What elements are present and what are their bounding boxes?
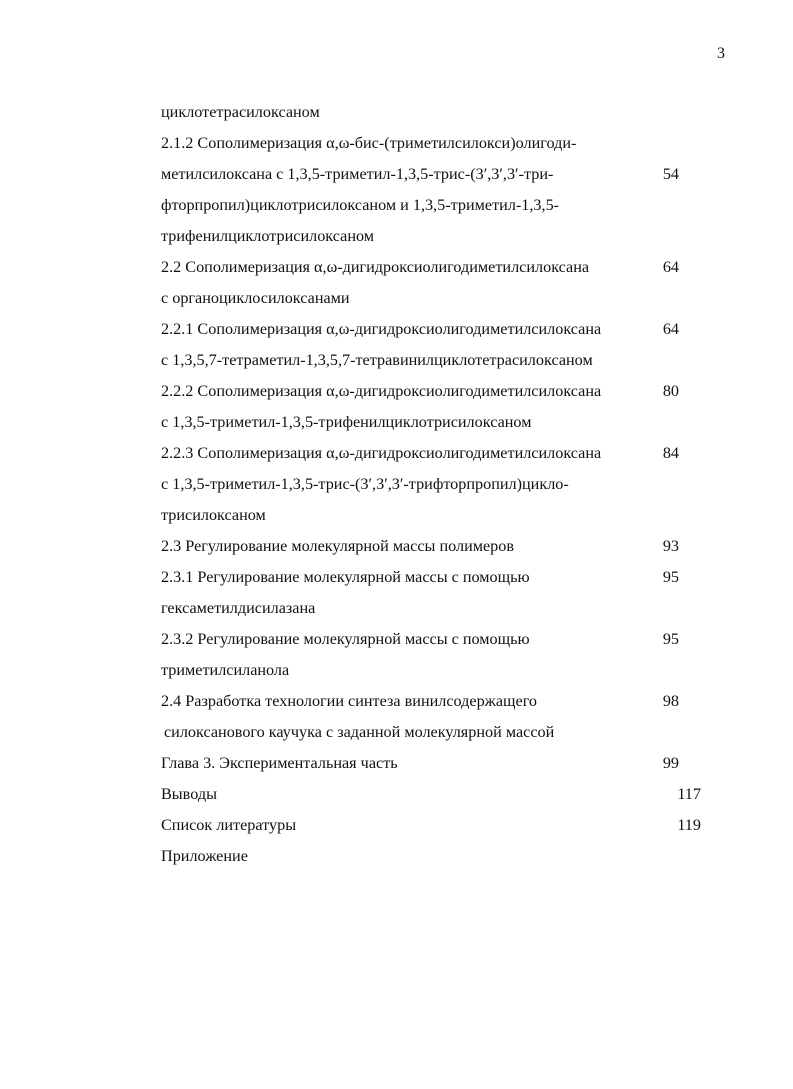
- toc-entry-page: 93: [662, 537, 679, 555]
- toc-entry-page: 95: [662, 568, 679, 586]
- toc-entry-text: трисилоксаном: [161, 506, 266, 524]
- toc-entry: [161, 283, 701, 314]
- toc-entry-page: 119: [677, 816, 701, 834]
- toc-entry: [161, 190, 701, 221]
- toc-entry-text: Приложение: [161, 847, 248, 865]
- toc-entry-text: Выводы: [161, 785, 217, 803]
- toc-entry: [161, 810, 701, 841]
- toc-entry: [161, 717, 701, 748]
- toc-entry-page: 98: [662, 692, 679, 710]
- toc-entry-page: 99: [662, 754, 679, 772]
- toc-entry-text: триметилсиланола: [161, 661, 290, 679]
- toc-entry: [161, 779, 701, 810]
- toc-entry: [161, 438, 701, 469]
- table-of-contents: [161, 97, 701, 872]
- toc-entry-text: силоксанового каучука с заданной молекулярной массой: [164, 723, 555, 741]
- toc-entry: [161, 97, 701, 128]
- toc-entry-text: гексаметилдисилазана: [161, 599, 316, 617]
- toc-entry-text: метилсилоксана с 1,3,5-триметил-1,3,5-трис-(3′,3′,3′-три-: [161, 165, 554, 183]
- toc-entry-text: 2.1.2 Сополимеризация α,ω-бис-(триметилсилокси)олигоди-: [161, 134, 577, 152]
- toc-entry: [161, 221, 701, 252]
- toc-entry-text: с 1,3,5-триметил-1,3,5-трифенилциклотрисилоксаном: [161, 413, 532, 431]
- toc-entry-page: 54: [662, 165, 679, 183]
- toc-entry-text: Глава 3. Экспериментальная часть: [161, 754, 398, 772]
- page-number: 3: [717, 45, 725, 62]
- toc-entry: [161, 407, 701, 438]
- toc-entry: [161, 841, 701, 872]
- toc-entry-page: 95: [662, 630, 679, 648]
- toc-entry: [161, 531, 701, 562]
- toc-entry-page: 64: [662, 258, 679, 276]
- toc-entry: [161, 655, 701, 686]
- toc-entry-page: 64: [662, 320, 679, 338]
- toc-entry-text: 2.3.1 Регулирование молекулярной массы с помощью: [161, 568, 530, 586]
- toc-entry-text: 2.3.2 Регулирование молекулярной массы с помощью: [161, 630, 530, 648]
- toc-entry-text: трифенилциклотрисилоксаном: [161, 227, 375, 245]
- toc-entry-page: 84: [662, 444, 679, 462]
- toc-entry-text: 2.2 Сополимеризация α,ω-дигидроксиолигодиметилсилоксана: [161, 258, 590, 276]
- toc-entry-text: фторпропил)циклотрисилоксаном и 1,3,5-триметил-1,3,5-: [161, 196, 560, 214]
- toc-entry-text: циклотетрасилоксаном: [161, 103, 320, 121]
- toc-entry: [161, 593, 701, 624]
- toc-entry-text: 2.4 Разработка технологии синтеза винилсодержащего: [161, 692, 538, 710]
- toc-entry: [161, 314, 701, 345]
- toc-entry: [161, 128, 701, 159]
- toc-entry-text: с органоциклосилоксанами: [161, 289, 350, 307]
- toc-entry-text: 2.2.1 Сополимеризация α,ω-дигидроксиолигодиметилсилоксана: [161, 320, 602, 338]
- toc-entry-text: с 1,3,5-триметил-1,3,5-трис-(3′,3′,3′-трифторпропил)цикло-: [161, 475, 569, 493]
- toc-entry: [161, 562, 701, 593]
- toc-entry: [161, 469, 701, 500]
- toc-entry: [161, 345, 701, 376]
- toc-entry: [161, 624, 701, 655]
- toc-entry: [161, 159, 701, 190]
- toc-entry: [161, 252, 701, 283]
- toc-entry: [161, 686, 701, 717]
- toc-entry-text: Список литературы: [161, 816, 297, 834]
- toc-entry: [161, 376, 701, 407]
- toc-entry: [161, 500, 701, 531]
- toc-entry-text: с 1,3,5,7-тетраметил-1,3,5,7-тетравинилциклотетрасилоксаном: [161, 351, 593, 369]
- toc-entry-text: 2.2.2 Сополимеризация α,ω-дигидроксиолигодиметилсилоксана: [161, 382, 602, 400]
- toc-entry-page: 117: [677, 785, 701, 803]
- toc-entry-text: 2.3 Регулирование молекулярной массы полимеров: [161, 537, 515, 555]
- toc-entry-page: 80: [662, 382, 679, 400]
- toc-entry: [161, 748, 701, 779]
- toc-entry-text: 2.2.3 Сополимеризация α,ω-дигидроксиолигодиметилсилоксана: [161, 444, 602, 462]
